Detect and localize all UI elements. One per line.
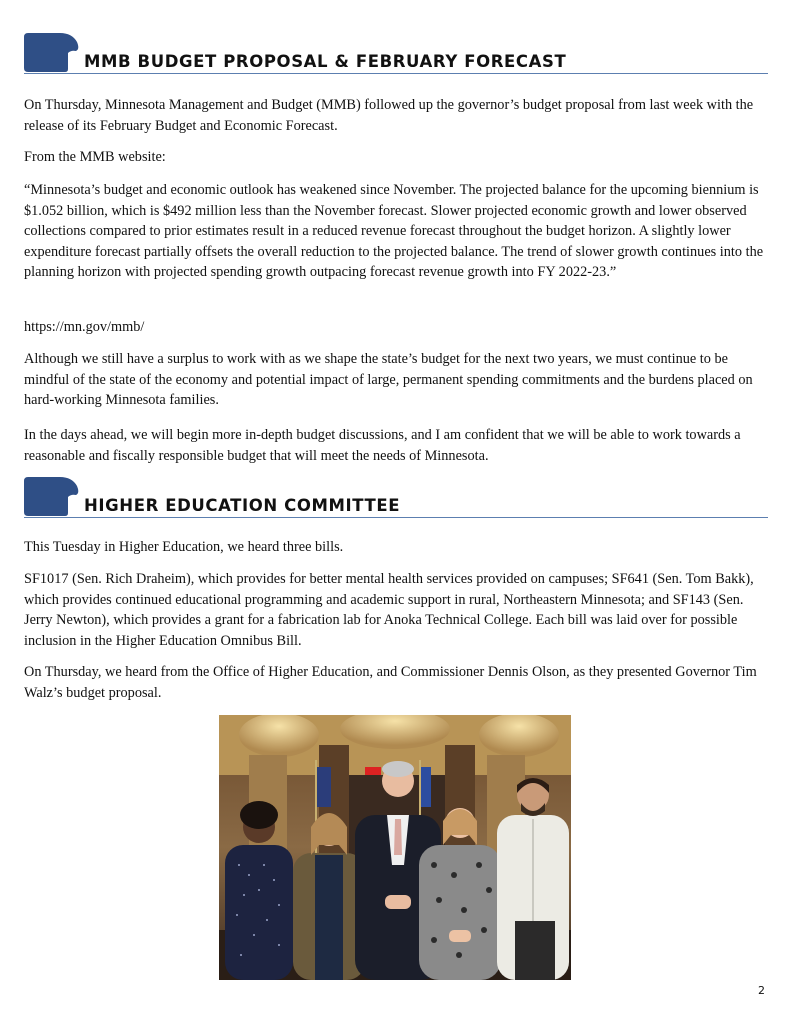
paragraph: Although we still have a surplus to work with as we shape the state’s budget for the next two years, we must continue to be mindful of the state of the economy and potential impact of large, permanent spending commitments and the burdens placed on hard-working Minnesota families.	[24, 351, 753, 408]
section-header-mmb	[24, 33, 768, 74]
section-header-higher-ed	[24, 477, 768, 518]
page-number: 2	[758, 984, 765, 997]
section-title: HIGHER EDUCATION COMMITTEE	[84, 496, 401, 515]
group-photo	[219, 715, 571, 980]
bills-paragraph: SF1017 (Sen. Rich Draheim), which provides for better mental health services provided on campuses; SF641 (Sen. Tom Bakk), which provides continued educational programming and academic support in rural, Northeastern Minnesota; and SF143 (Sen. Jerry Newton), which provides a grant for a fabrication lab for Anoka Technical College. Each bill was laid over for possible inclusion in the Higher Education Omnibus Bill.	[24, 571, 754, 649]
group-photo-illustration	[219, 715, 571, 980]
paragraph: From the MMB website:	[24, 149, 166, 165]
paragraph: On Thursday, Minnesota Management and Budget (MMB) followed up the governor’s budget proposal from last week with the release of its February Budget and Economic Forecast.	[24, 97, 754, 134]
quote-paragraph: “Minnesota’s budget and economic outlook has weakened since November. The projected balance for the upcoming biennium is $1.052 billion, which is $492 million less than the November forecast. Slower projected economic growth and lower observed collections compared to prior estimates result in a reduced revenue forecast throughout the budget horizon. A slightly lower expenditure forecast partially offsets the overall reduction to the projected balance. The trend of slower growth continues into the planning horizon with projected spending growth outpacing forecast revenue growth into FY 2022-23.”	[24, 182, 764, 280]
paragraph: This Tuesday in Higher Education, we heard three bills.	[24, 539, 344, 555]
section-logo-icon	[24, 33, 80, 73]
website-link[interactable]: https://mn.gov/mmb/	[24, 319, 145, 335]
section-title: MMB BUDGET PROPOSAL & FEBRUARY FORECAST	[84, 52, 567, 71]
paragraph: In the days ahead, we will begin more in-depth budget discussions, and I am confident that we will be able to work towards a reasonable and fiscally responsible budget that will meet the needs of Minnesota.	[24, 427, 741, 464]
section-logo-icon	[24, 477, 80, 517]
paragraph: On Thursday, we heard from the Office of Higher Education, and Commissioner Dennis Olson, as they presented Governor Tim Walz’s budget proposal.	[24, 664, 757, 701]
